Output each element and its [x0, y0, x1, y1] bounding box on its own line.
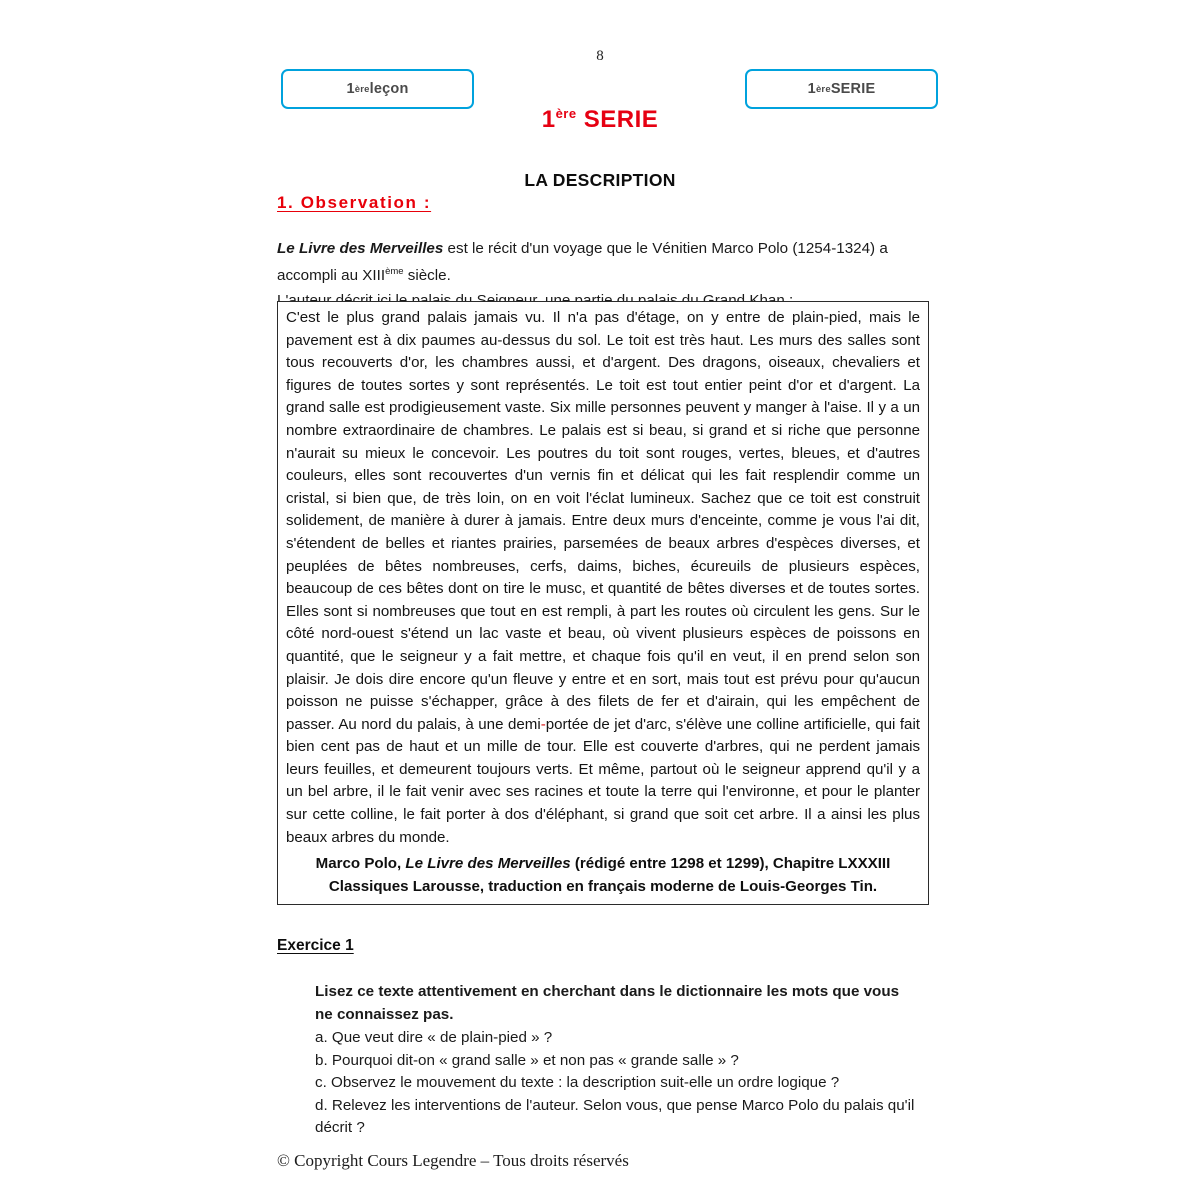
serie-title-label: SERIE [576, 106, 659, 133]
attribution-reference [286, 853, 920, 876]
quote-attribution [286, 853, 920, 898]
serie-title-prefix: 1 [541, 106, 556, 133]
attribution-detail: (rédigé entre 1298 et 1299), Chapitre LXXXIII [570, 855, 891, 873]
lesson-tag-label: leçon [369, 81, 409, 97]
lesson-tag-prefix: 1 [346, 81, 355, 97]
intro-line2-after: siècle. [403, 267, 451, 285]
serie-tag-button[interactable] [745, 69, 938, 109]
attribution-author: Marco Polo, [315, 855, 406, 873]
serie-tag-label: SERIE [830, 81, 876, 97]
exercise-question-c: c. Observez le mouvement du texte : la description suit-elle un ordre logique ? [315, 1074, 840, 1091]
quote-part-2: portée de jet d'arc, s'élève une colline artificielle, qui fait bien cent pas de haut et un mille de tour. Elle est couverte d'arbres, qui ne perdent jamais leurs feuilles, et demeurent toujours verts. Et même, partout où le seigneur apprend qu'il y a un bel arbre, il le fait venir avec ses racines et toute la terre qui l'environne, et pour le planter sur cette colline, le fait porter à dos d'éléphant, si grand que soit cet arbre. Il a ainsi les plus beaux arbres du monde. [286, 715, 920, 846]
intro-line1-rest: est le récit d'un voyage que le Vénitien Marco Polo (1254-1324) a [443, 240, 888, 257]
exercise-question-a: a. Que veut dire « de plain-pied » ? [315, 1029, 553, 1046]
intro-ordinal-superscript: ème [385, 266, 404, 277]
quoted-text-box [277, 301, 929, 905]
copyright-footer: © Copyright Cours Legendre – Tous droits réservés [277, 1151, 629, 1170]
page-number: 8 [596, 48, 604, 64]
attribution-source: Classiques Larousse, traduction en français moderne de Louis-Georges Tin. [328, 877, 878, 895]
exercise-instruction: Lisez ce texte attentivement en cherchant dans le dictionnaire les mots que vous ne connaissez pas. [315, 983, 900, 1023]
serie-title [0, 106, 1200, 134]
exercise-question-d: d. Relevez les interventions de l'auteur. Selon vous, que pense Marco Polo du palais qu'il décrit ? [315, 1096, 915, 1136]
lesson-tag-button[interactable] [281, 69, 474, 109]
exercise-question-b: b. Pourquoi dit-on « grand salle » et non pas « grande salle » ? [315, 1051, 739, 1069]
attribution-work-title: Le Livre des Merveilles [405, 855, 571, 873]
exercise-content [315, 981, 915, 1140]
serie-tag-superscript: ère [815, 83, 831, 95]
section-heading-observation: 1. Observation : [277, 193, 432, 212]
quote-red-hyphen: - [540, 715, 546, 733]
page-title: LA DESCRIPTION [524, 170, 676, 190]
intro-line2-before: accompli au XIII [277, 267, 386, 285]
serie-title-superscript: ère [555, 106, 577, 121]
serie-tag-prefix: 1 [807, 81, 816, 97]
quote-part-1: C'est le plus grand palais jamais vu. Il n'a pas d'étage, on y entre de plain-pied, mais le pavement est à dix paumes au-dessus du sol. Le toit est très haut. Les murs des salles sont tous recouverts d'or, les chambres aussi, et d'argent. Des dragons, oiseaux, chevaliers et figures de toutes sortes y sont représentés. Le toit est tout entier peint d'or et d'argent. La grand salle est prodigieusement vaste. Six mille personnes peuvent y manger à l'aise. Il y a un nombre extraordinaire de chambres. Le palais est si beau, si grand et si riche que personne n'aurait su mieux le concevoir. Les poutres du toit sont rouges, vertes, bleues, et d'autres couleurs, elles sont recouvertes d'un vernis fin et délicat qui les fait resplendir comme un cristal, si bien que, de très loin, on en voit l'éclat lumineux. Sachez que ce toit est construit solidement, de manière à durer à jamais. Entre deux murs d'enceinte, comme je vous l'ai dit, s'étendent de belles et riantes prairies, parsemées de beaux arbres d'espèces diverses, et peuplées de bêtes nombreuses, cerfs, daims, biches, écureuils de plusieurs espèces, beaucoup de ces bêtes dont on tire le musc, et quantité de bêtes diverses et de toutes sortes. Elles sont si nombreuses que tout en est rempli, à part les routes où circulent les gens. Sur le côté nord-ouest s'étend un lac vaste et beau, où vivent plusieurs espèces de poissons en quantité, que le seigneur y a fait mettre, et chaque fois qu'il en veut, il en prend selon son plaisir. Je dois dire encore qu'un fleuve y entre et en sort, mais tout est prévu pour qu'aucun poisson ne puisse s'échapper, grâce à des filets de fer et d'airain, qui les empêchent de passer. Au nord du palais, à une demi [286, 309, 920, 733]
work-title: Le Livre des Merveilles [277, 240, 444, 257]
intro-line2 [277, 260, 929, 287]
lesson-tag-superscript: ère [354, 83, 370, 95]
quote-body [286, 307, 920, 849]
exercise-heading: Exercice 1 [277, 937, 354, 954]
